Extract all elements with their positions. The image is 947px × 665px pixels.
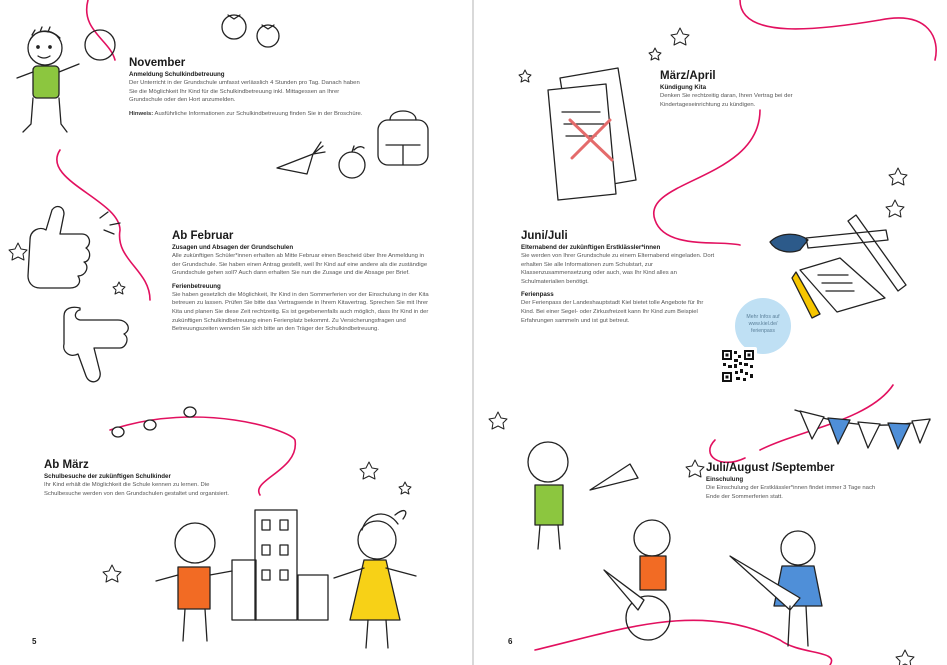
backpack-drawing (378, 111, 428, 165)
school-building-drawing (232, 510, 328, 620)
hint-label: Hinweis: (129, 110, 154, 117)
boy-with-ball-drawing (17, 27, 115, 132)
ab-februar-text: Alle zukünftigen Schüler*innen erhalten ab Mitte Februar einen Bescheid über Ihre Anmeldung in der Grundschule. Sie haben einen Antrag gestellt, weil Ihr Kind auf eine andere als die zuständige Grundschule gehen soll? Auch dann erhalten Sie nun die Zusage und die Absage per Brief. (172, 253, 428, 277)
ab-februar-section (172, 230, 432, 334)
ab-maerz-title: Ab März (44, 459, 89, 471)
november-subtitle: Anmeldung Schulkindbetreuung (129, 71, 225, 78)
ab-maerz-subtitle: Schulbesuche der zukünftigen Schulkinder (44, 473, 171, 480)
ferienpass-text: Der Ferienpass der Landeshauptstadt Kiel bietet tolle Angebote für Ihr Kind. Bei einer Segel- oder Zirkusfreizeit kann Ihr Kind zum Beispiel Erfahrungen sammeln und ist gut betreut. (521, 300, 704, 324)
juni-juli-title: Juni/Juli (521, 230, 568, 242)
ab-maerz-section (44, 459, 239, 498)
boy-with-school-cone-drawing (528, 442, 638, 549)
juni-juli-section (521, 230, 717, 325)
bunting-drawing (795, 410, 930, 449)
carrot-apple-drawing (277, 142, 365, 178)
november-section (129, 57, 369, 118)
thumbs-up-down-drawing (28, 207, 128, 382)
girl-yellow-dress-drawing (334, 511, 416, 648)
juli-sept-text: Die Einschulung der Erstklässler*innen findet immer 3 Tage nach Ende der Sommerferien statt. (706, 485, 876, 500)
juni-juli-text: Sie werden von Ihrer Grundschule zu einem Elternabend eingeladen. Dort erhalten Sie alle Informationen zum Schulstart, zur Klassenzusammensetzung oder auch, was Ihr Kind alles an Schulmaterialien benötigt. (521, 253, 715, 285)
bubble-line-2: www.kiel.de/ (748, 321, 778, 327)
maerz-april-title: März/April (660, 70, 716, 82)
crossed-document-drawing (548, 68, 636, 200)
hint-text: Ausführliche Informationen zur Schulkindbetreuung finden Sie in der Broschüre. (153, 110, 363, 117)
ferienbetreuung-subtitle: Ferienbetreuung (172, 282, 221, 290)
ab-februar-title: Ab Februar (172, 230, 234, 242)
juli-sept-subtitle: Einschulung (706, 476, 744, 483)
maerz-april-section (660, 70, 820, 109)
ab-februar-subtitle: Zusagen und Absagen der Grundschulen (172, 244, 294, 251)
page-number-left: 5 (32, 637, 37, 646)
girl-with-school-cone-drawing (730, 531, 822, 646)
juli-sept-title: Juli/August /September (706, 462, 835, 474)
juli-sept-section (706, 462, 881, 501)
ferienpass-info-bubble[interactable] (735, 298, 791, 354)
ferienpass-subtitle: Ferienpass (521, 291, 554, 299)
tomatoes-drawing (222, 15, 279, 47)
maerz-april-text: Denken Sie rechtzeitig daran, Ihren Vertrag bei der Kindertageseinrichtung zu kündigen. (660, 93, 793, 108)
maerz-april-subtitle: Kündigung Kita (660, 84, 707, 91)
ab-maerz-text: Ihr Kind erhält die Möglichkeit die Schule kennen zu lernen. Die Schulbesuche werden von den Grundschulen gestaltet und organisiert. (44, 482, 230, 497)
bubble-line-1: Mehr Infos auf (746, 314, 780, 320)
bubble-line-3: ferienpass (751, 328, 775, 334)
boy-orange-shirt-drawing (156, 523, 232, 641)
november-title: November (129, 57, 186, 69)
juni-juli-subtitle: Elternabend der zukünftigen Erstklässler*innen (521, 244, 661, 251)
ferienbetreuung-text: Sie haben gesetzlich die Möglichkeit, Ihr Kind in den Sommerferien vor der Einschulung in der Kita betreuen zu lassen. Prüfen Sie bitte das Vertragsende in Ihrem Kitavertrag. Sprechen Sie mit Ihrer Kita und planen Sie diese Zeit rechtzeitig. Es ist gegebenenfalls auch möglich, dass Ihr Kind in der zukünftigen Schulkindbetreuung einen Ferienplatz bekommt. Zu Versicherungsfragen und Betreuungszeiten wenden Sie sich bitte an den Träger der Schulkindbetreuung. (172, 291, 429, 333)
november-hint (129, 110, 369, 119)
november-text: Der Unterricht in der Grundschule umfasst verlässlich 4 Stunden pro Tag. Danach haben Sie die Möglichkeit Ihr Kind für die Schulkindbetreuung inkl. Mittagessen an Ihrer Grundschule oder den Hort anzumelden. (129, 80, 360, 104)
ladybugs-drawing (112, 407, 196, 437)
qr-code[interactable] (719, 347, 757, 385)
brush-pencil-book-drawing (770, 215, 906, 318)
page-number-right: 6 (508, 637, 513, 646)
